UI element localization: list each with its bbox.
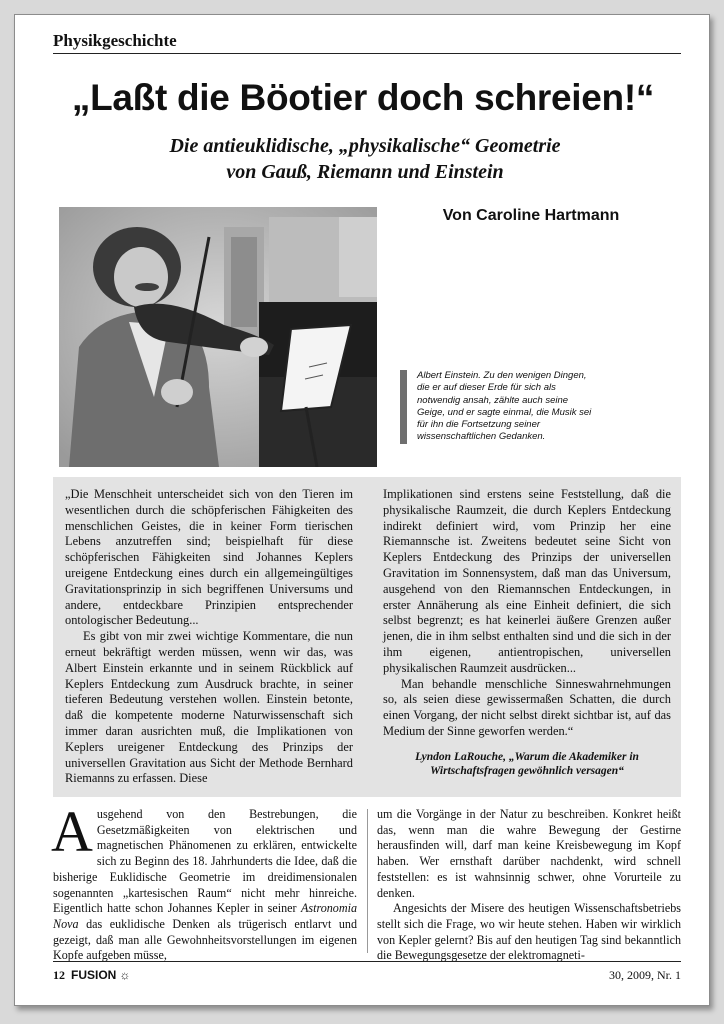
- sun-logo-icon: ☼: [119, 968, 131, 982]
- body-text: usgehend von den Bestrebungen, die Gesetzmäßigkeiten von elektrischen und magnetischen Phänomenen zu erklären, entwickelte sich zu Beginn des 18. Jahrhunderts die Idee, daß die bisherige Euklidische Geometrie im dreidimensionalen sogenannten „kartesischen Raum“ nicht mehr hinreiche. Eigentlich hatte schon Johannes Kepler in seiner: [53, 807, 357, 916]
- quote-source-line-2: Wirtschaftsfragen gewöhnlich versagen“: [430, 764, 624, 777]
- body-paragraph: um die Vorgänge in der Natur zu beschreiben. Konkret heißt das, wenn man die wahre Bewegung der Gestirne herausfinden will, darf man keine Kreisbewegung im Kopf haben. Wer ernsthaft darüber nachdenkt, wird schnell feststellen: es ist wahnsinnig schwer, ohne Vorurteile zu denken.: [377, 807, 681, 900]
- quote-paragraph: „Die Menschheit unterscheidet sich von den Tieren im wesentlichen durch die schöpferischen Fähigkeiten des menschlichen Geistes, die in keiner Form tierischen Lebens anzutreffen sind; beispielhaft für diese schöpferischen Fähigkeiten sind Johannes Keplers ureigene Entdeckung eines durch ein allgemeingültiges Gravitationsprinzip in sich begriffenen Universums und andere, entdeckbare Prinzipien entsprechender ontologischer Bedeutung...: [65, 487, 353, 628]
- article-title: „Laßt die Böotier doch schreien!“: [71, 77, 655, 118]
- book-title-italic: Astronomia Nova: [53, 901, 357, 931]
- author-byline: Von Caroline Hartmann: [442, 207, 620, 224]
- body-column-left: [51, 799, 357, 964]
- magazine-page: [14, 14, 710, 1006]
- body-paragraph: [51, 799, 357, 964]
- subtitle-line-1: Die antieuklidische, „physikalische“ Geometrie: [169, 135, 561, 157]
- quote-column-left: [65, 487, 353, 787]
- subtitle-line-2: von Gauß, Riemann und Einstein: [226, 161, 504, 183]
- body-text: das euklidische Denken als trügerisch entlarvt und gezeigt, daß man alle Gewohnheitsvorstellungen im eigenen Kopfe aufgeben müsse,: [53, 916, 357, 963]
- quote-paragraph: Es gibt von mir zwei wichtige Kommentare, die nun erneut bekräftigt werden müssen, wenn wir das, was Albert Einstein erkannte und in seinem Rückblick auf Keplers Entdeckung zum Ausdruck brachte, in seiner tieferen Bedeutung verstehen wollen. Einstein betonte, daß die kompetente moderne Naturwissenschaft sich immer daran ausrichten muß, die Implikationen von Keplers ureigener Entdeckung des Prinzips der universellen Gravitation aus Sicht der Methode Bernhard Riemanns zu erfassen. Diese: [65, 629, 353, 786]
- issue-info: 30, 2009, Nr. 1: [609, 968, 681, 982]
- column-divider: [367, 809, 368, 953]
- article-subtitle: [75, 133, 655, 185]
- quote-paragraph: Implikationen sind erstens seine Feststellung, daß die physikalische Raumzeit, die durch Keplers Entdeckung indirekt definiert wird, vom Prinzip her eine Riemannsche ist. Zweitens bedeutet seine Sicht von Keplers Entdeckung des Prinzips der universellen Gravitation im Sonnensystem, daß man das Universum, ausgehend von den Riemannschen Entdeckungen, in erster Annäherung als eine Einheit definiert, die sich selbst begrenzt; es hat keinerlei äußere Grenzen außer jenen, die in ihm selbst enthalten sind und die sich in der ihm eigenen, antientropischen, universellen physikalischen Raumzeit ausdrücken...: [383, 487, 671, 675]
- page-number: 12: [53, 968, 65, 982]
- photo-caption: Albert Einstein. Zu den wenigen Dingen, die er auf dieser Erde für sich als notwendig ansah, zählte auch seine Geige, und er sagte einmal, die Musik sei für ihn die Fortsetzung seiner wissenschaftlichen Gedanken.: [400, 370, 592, 444]
- photo-illustration: [59, 207, 377, 467]
- section-label: Physikgeschichte: [53, 31, 177, 50]
- einstein-violin-photo: [59, 207, 377, 467]
- body-column-right: [377, 807, 681, 964]
- quote-paragraph: Man behandle menschliche Sinneswahrnehmungen so, als seien diese gewissermaßen Schatten, die durch einen Vorgang, der nicht selbst direkt sichtbar ist, auf das Medium der Sinne geworfen werden.“: [383, 676, 671, 738]
- page-footer: [53, 961, 681, 983]
- magazine-name: FUSION: [71, 968, 117, 982]
- quote-source-line-1: Lyndon LaRouche, „Warum die Akademiker in: [415, 750, 639, 763]
- section-header: [53, 31, 681, 54]
- quote-column-right: [383, 487, 671, 778]
- drop-cap: A: [51, 799, 93, 864]
- quote-box: [53, 477, 681, 797]
- quote-source: [383, 750, 671, 778]
- body-paragraph: Angesichts der Misere des heutigen Wissenschaftsbetriebs stellt sich die Frage, wo wir heute stehen. Haben wir wirklich von Kepler gelernt? Bis auf den heutigen Tag sind bekanntlich die Bewegungsgesetze der elektromagneti-: [377, 901, 681, 963]
